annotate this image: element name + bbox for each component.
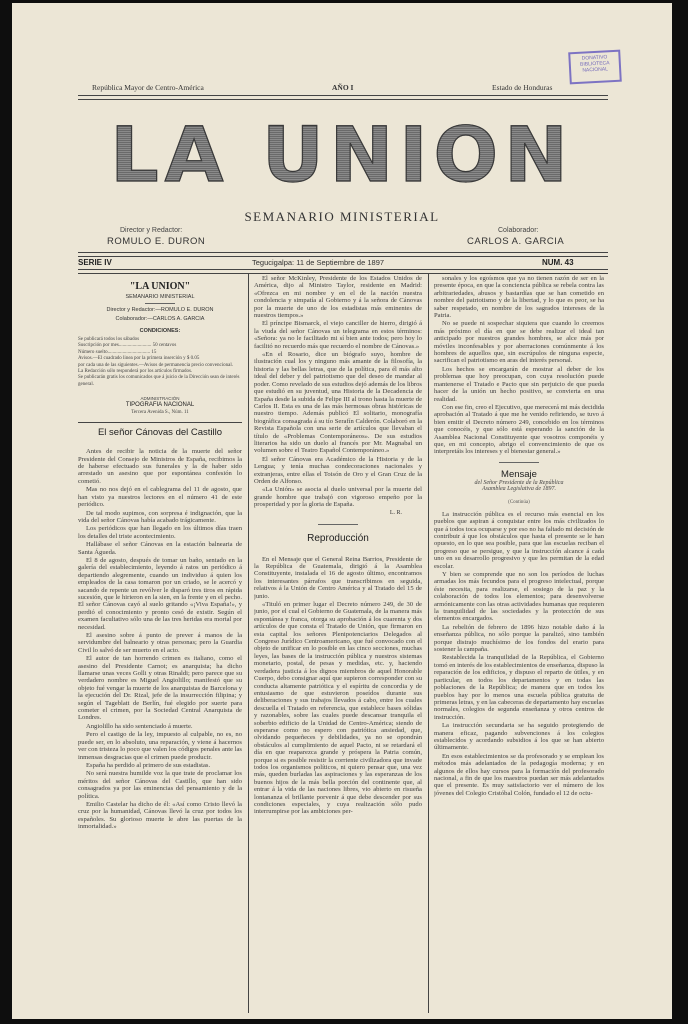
issue-rule-top — [78, 252, 608, 257]
library-stamp: DONATIVO BIBLIOTECA NACIONAL — [568, 50, 622, 85]
column-1 — [78, 275, 242, 1015]
article-continuation: El señor McKinley, Presidente de los Estados Unidos de América, dijo al Ministro Taylor, residente en Madrid: «Ofrezca en mi nombre y en el de la nación nuestra condolencia y simpatía al Gobierno y á la señora de Cánovas por la muerte de uno de los estadistas más eminentes de nuestros tiempos.» El príncipe Bismarck, el viejo canciller de hierro, dirigió á la viuda del señor Cánovas un telegrama en estos términos: «Señora: ya no le facilitado mi sí bien ante todos; pero hoy lo facilitó no recuerdo más que recuerdo el nombre de Cánovas.» «En el Rosario, dice un biógrafo suyo, hombre de ilustración cual los y ninguno más amante de la filosofía, la historia y las bellas letras, que de la política, para él más alto ideal del deber y del patriotismo que del deseo de mandar al poder. Como revelado de sus estudios dejó además de los libros que estudió en su juventud, una Historia de la Decadencia de España desde la subida de Felipe III al trono hasta la muerte de Carlos II. Esta es una de las más hermosas obras históricas de nuestro tiempo. Además publicó El solitario, monografía biográfica consagrada á su tío Serafín Calderón. Colaboró en la Revista Española con una serie de artículos que llevaban el título de «Problemas Contemporáneos». De sus estudios literarios ha sido un duelo al francés por Mr. Magnabal un volumen sobre el Teatro Español Contemporáneo.» El señor Cánovas era Académico de la Historia y de la Lengua; y tenía muchas condecoraciones nacionales y extranjeras, entre ellas el Toisón de Oro y el Gran Cruz de la Orden de Alfonso. «La Unión» se asocia al duelo universal por la muerte del grande hombre que trabajó con vigoroso empeño por la prosperidad y por la gloria de España. — [254, 275, 422, 509]
box-title: "LA UNION" — [129, 281, 191, 292]
mensaje-subtitle-2: Asamblea Legislativa de 1897. — [482, 485, 556, 492]
masthead-subtitle: SEMANARIO MINISTERIAL — [244, 209, 440, 224]
issue-serie: SERIE IV — [78, 258, 112, 267]
director-name: ROMULO E. DURON — [107, 236, 206, 247]
issue-number: NUM. 43 — [542, 258, 574, 267]
conditions-heading: CONDICIONES: — [139, 328, 181, 334]
reproduction-title: Reproducción — [307, 532, 369, 544]
column-2 — [254, 275, 422, 1015]
collab-name: CARLOS A. GARCIA — [467, 236, 565, 247]
column-divider-1 — [248, 273, 249, 1013]
box-subtitle: SEMANARIO MINISTERIAL — [125, 294, 195, 300]
mensaje-title: Mensaje — [501, 468, 537, 480]
masthead-title: LA UNION — [12, 115, 672, 195]
mensaje-subtitle: del Señor Presidente de la República — [474, 479, 564, 486]
reproduction-body: En el Mensaje que el General Reina Barrios, Presidente de la República de Guatemala, dirigió á la Asamblea Constituyente, instalada el 16 de agosto último, encontramos los interesantes párrafos que transcribimos en seguida, relativos á la Unión de Centro América y al Tratado del 15 de junio. «Tituló en primer lugar el Decreto número 249, de 30 de junio, por el cual el Gobierno de Guatemala, de la manera más espontánea y franca, otorga su aprobación á los cuarenta y dos artículos de que consta el Tratado de Unión, que firmaron en esta capital los señores Plenipotenciarios Delegados al Congreso Jurídico Centroamericano, que fué convocado con el objeto de unificar en lo posible en las cinco secciones, muchas leyes, las bases de la instrucción pública y nuestros sistemas monetario, postal, de pesas y medidas, etc. y, haciendo verdadera justicia á los dignos miembros de aquel Honorable Cuerpo, debo consignar aquí que supieron corresponder con su conducta altamente patriótica y el espíritu de concordia y de entusiasmo de que estuvieron poseídos durante sus deliberaciones y sus trabajos llevados á cabo, entre los cuales descuella el Tratado en referencia, que establece bases sólidas y razonables, sobre las cuales puede descansar tranquila el soberbio edificio de la Unidad de Centro-América; siendo de esperarse como no espero con patriótica ansiedad, que, olvidando pequeñeces y debilidades, ya no se opondrán obstáculos al cumplimiento de aquel Pacto, ni se retardará el día en que reaparezca grande y próspera la Patria común, porque si es posible resistir la corriente civilizadora que invade todos los organismos políticos, ni quiero pensar que, una vez más, queden burladas las aspiraciones y las esperanzas de los buenos hijos de la más bella porción del continente que, al entrar á la vida de las naciones libres, vio abierto en risueña lontananza el brillante porvenir á que debe descender por sus condiciones especiales, y cuya realización sólo pudo interrumpirse por las ambiciones per- — [254, 555, 422, 816]
article-body: Antes de recibir la noticia de la muerte del señor Presidente del Consejo de Ministros de España, recibimos la de haberse efectuado sus funerales y la de haber sido arrestado un asesino que por espontánea confesión lo cometió. Mas no nos dejó en el cablegrama del 11 de agosto, que han visto ya nuestros lectores en el número 41 de este periódico. De tal modo supimos, con sorpresa é indignación, que la vida del señor Cánovas había acabado trágicamente. Los periódicos que han llegado en los últimos días traen los detalles del triste acontecimiento. Hallábase el señor Cánovas en la estación balnearia de Santa Águeda. El 8 de agosto, después de tomar un baño, sentado en la galería del establecimiento, leyendo á ratos un periódico á departiendo alegremente, cuando un individuo á quien los empleados de la casa tomaron por un criado, se le acercó y sacando de repente un revólver le disparó tres tiros en rápida sucesión, que le hirieron en la sien, en la frente y en el pecho. El señor Cánovas cayó al suelo gritando «¡Viva España!», y perdió el conocimiento y pronto cesó de existir. Según el examen facultativo sólo una de las tres heridas era mortal por necesidad. El asesino sobre á punto de prever á manos de la servidumbre del balneario y otras personas; pero la Guardia Civil lo salvó de ser muerto en el acto. El autor de tan horrendo crimen es italiano, como el asesino del Presidente Carnot; es anarquista; ha dicho llamarse unas veces Golli y otras Rinaldi; pero parece que su verdadero nombre es Miguel Angiolillo; manifestó que su objeto fué vengar la muerte de los anarquistas de Barcelona y la ejecución del Dr. Rizal, jefe de la insurrección filipina; y según el Tageblatt de Berlín, fué elegido por suerte para cometer el crimen, por la Sociedad Central Anarquista de Londres. Angiolillo ha sido sentenciado á muerte. Pero el castigo de la ley, impuesto al culpable, no es, no puede ser, en lo absoluto, una reparación, y viene á hacernos ver con tristeza lo poco que valen los códigos penales ante las inmensas desgracias que el crimen puede producir. España ha perdido al primero de sus estadistas. No será nuestra humilde voz la que trate de proclamar los méritos del señor Cánovas del Castillo, que han sido consagrados ya por las eminencias del pensamiento y de la política. Emilio Castelar ha dicho de él: «Así como Cristo llevó la cruz por la humanidad, Cánovas llevó la cruz por todos los españoles. Su glorioso muerte le abre las puertas de la inmortalidad.» — [78, 448, 242, 831]
mensaje-continua: (Continúa) — [508, 499, 530, 505]
mensaje-body: La instrucción pública es el recurso más esencial en los pueblos que aspiran á conquistar entre los más civilizados lo que á todos toca ocuparse y por eso no ha faltado mi decisión de contribuir á que los obstáculos que hasta el presente se le han opuesto, en lo que sea posible, para que las escuelas reciban el progreso que se persigue, y que la instrucción alcance á cada uno en su desarrollo progresivo y que les permitan de la edad escolar. Y bien se comprende que no son los períodos de luchas armadas los más fecundos para el progreso intelectual, porque éste necesita, para realizarse, el sosiego de la paz y la colaboración de todos los elementos; para desenvolverse armónicamente con las otras actividades humanas que requieren la tranquilidad de las sociedades y la protección de sus elementos encargados. La rebelión de febrero de 1896 hizo notable daño á la enseñanza pública, no sólo porque la paralizó, sino también porque distrajo muchísimo de los fondos del erario para sostener la campaña. Restablecida la tranquilidad de la República, el Gobierno tomó en interés de los establecimientos de enseñanza, dispuso la reparación de los edificios, y dispuso el reparto de útiles, y en particular, en todos los departamentos y en todas las poblaciones de la República; de manera que en todos los pueblos hay por lo menos una escuela pública gratuita de primeras letras, y en las cabeceras de departamento hay escuelas normales, colegios de segunda enseñanza y otros centros de instrucción. La instrucción secundaria se ha seguido protegiendo de manera eficaz, pagando subvenciones á los colegios establecidos y acordando subsidios á los que se han abierto últimamente. En esos establecimientos se da profesorado y se emplean los métodos más adelantados de la pedagogía moderna; y en algunos de ellos hay cursos para la formación del profesorado nacional, a fin de que los maestros puedan ser más adelantados que el presente. Es muy satisfactorio ver el número de los jóvenes del Colegio Cristóbal Colón, fundado el 12 de octu- — [434, 510, 604, 797]
imprenta-name: TIPOGRAFIA NACIONAL — [125, 402, 195, 409]
imprenta-address: Tercera Avenida S., Núm. 11 — [131, 410, 189, 416]
collab-label: Colaborador: — [498, 227, 539, 234]
topbar-right: Estado de Honduras — [492, 83, 553, 92]
article-signature: L. R. — [389, 509, 402, 516]
director-label: Director y Redactor: — [120, 227, 183, 234]
box-director: Director y Redactor:—ROMULO E. DURON — [106, 307, 214, 313]
imprenta-label: ADMINISTRACIÓN — [140, 396, 180, 402]
issue-date: Tegucigalpa: 11 de Septiembre de 1897 — [252, 258, 385, 267]
article-title: El señor Cánovas del Castillo — [97, 427, 223, 439]
topbar-center: AÑO I — [332, 83, 354, 92]
newspaper-page — [12, 3, 672, 1019]
box-collaborator: Colaborador:—CARLOS A. GARCIA — [115, 316, 205, 322]
top-rule — [78, 95, 608, 100]
reproduction-continuation: sonales y los egoísmos que ya no tienen razón de ser en la presente época, en que la conciencia pública se rebela contra las arbitrariedades, abusos y bastardías que se han cometido en nombre del patriotismo y de la libertad, y lo que es peor, se ha saber respetado, en nombre de los sagrados intereses de la Patria. No se puede ni sospechar siquiera que cuando lo creemos más próximo el día en que se debe realizar el ideal tan anticipado por nuestros grandes hombres, se alce más por móviles inconfesables y por aberraciones comúnmente á los hombres de aquellos que, sin escrúpulos de ninguna especie, sacrifican el patriotismo en aras del interés personal. Los hechos se encargarán de mostrar al deber de los problemas que hoy preocupan, con cuya resolución puede mantenerse el Tratado e Pacto que sin perjuicio de que pueda hacer de la unión un hecho positivo, se convierta en una realidad. Con ese fin, creo el Ejecutivo, que merecerá mi más decidida aprobación al Tratado á que me he venido refiriendo, se tuvo á bien emitir el Decreto número 249, concebido en los términos que conocéis, y que sólo está esperando la sanción de la Asamblea Nacional Constituyente que vosotros componéis y que, en mi concepto, abrigo el convencimiento de que os interpretáis los intereses y el bienestar general.» — [434, 275, 604, 456]
conditions-list: Se publicará todos los sábados Suscripción por mes.......................... 50 centavos Número suelto.................................. 15 Avisos.—El cuadrado linea por la primera inserción y $ 0.05 por cada una de las siguientes.—Avisos de permanencia precio convencional. La Redacción sólo responderá por los artículos firmados. Se publicarán gratis los comunicados que á juicio de la Dirección sean de interés general. — [78, 337, 240, 387]
issue-rule-bottom — [78, 269, 608, 274]
column-3 — [434, 275, 604, 1015]
column-divider-2 — [428, 273, 429, 1013]
topbar-left: República Mayor de Centro-América — [92, 83, 204, 92]
